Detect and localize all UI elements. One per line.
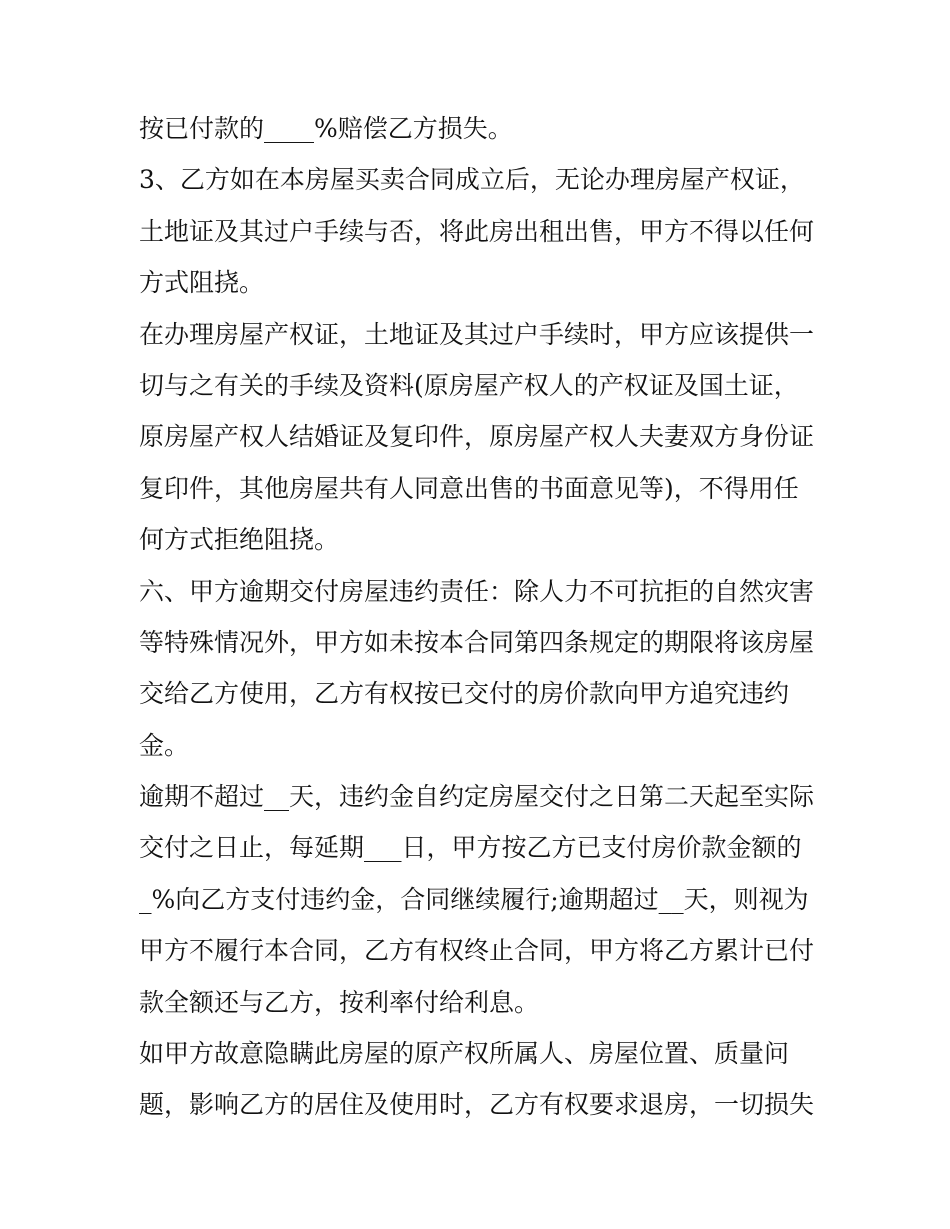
text-line: 原房屋产权人结婚证及复印件，原房屋产权人夫妻双方身份证 (139, 422, 815, 452)
text-line: 交付之日止，每延期___日，甲方按乙方已支付房价款金额的 (139, 833, 802, 863)
text-line: 如甲方故意隐瞒此房屋的原产权所属人、房屋位置、质量问 (139, 1039, 790, 1069)
text-line: 按已付款的____%赔偿乙方损失。 (139, 114, 513, 143)
text-line: 交给乙方使用，乙方有权按已交付的房价款向甲方追究违约 (139, 679, 790, 709)
text-line: 3、乙方如在本房屋买卖合同成立后，无论办理房屋产权证， (139, 165, 805, 195)
text-line: 方式阻挠。 (139, 268, 265, 298)
text-line: _%向乙方支付违约金，合同继续履行;逾期超过__天，则视为 (139, 884, 809, 914)
text-line: 何方式拒绝阻挠。 (139, 525, 340, 555)
text-line: 款全额还与乙方，按利率付给利息。 (139, 987, 540, 1017)
text-line: 逾期不超过__天，违约金自约定房屋交付之日第二天起至实际 (139, 782, 815, 812)
text-line: 切与之有关的手续及资料(原房屋产权人的产权证及国土证， (139, 370, 799, 400)
text-line: 土地证及其过户手续与否，将此房出租出售，甲方不得以任何 (139, 216, 815, 246)
text-line: 在办理房屋产权证，土地证及其过户手续时，甲方应该提供一 (139, 319, 815, 349)
contract-text (139, 103, 819, 1131)
text-line: 甲方不履行本合同，乙方有权终止合同，甲方将乙方累计已付 (139, 936, 815, 966)
text-line: 金。 (139, 730, 190, 760)
text-line: 等特殊情况外，甲方如未按本合同第四条规定的期限将该房屋 (139, 627, 815, 657)
text-line: 六、甲方逾期交付房屋违约责任：除人力不可抗拒的自然灾害 (139, 576, 815, 606)
text-line: 题，影响乙方的居住及使用时，乙方有权要求退房，一切损失 (139, 1090, 815, 1120)
text-line: 复印件，其他房屋共有人同意出售的书面意见等)，不得用任 (139, 473, 799, 503)
